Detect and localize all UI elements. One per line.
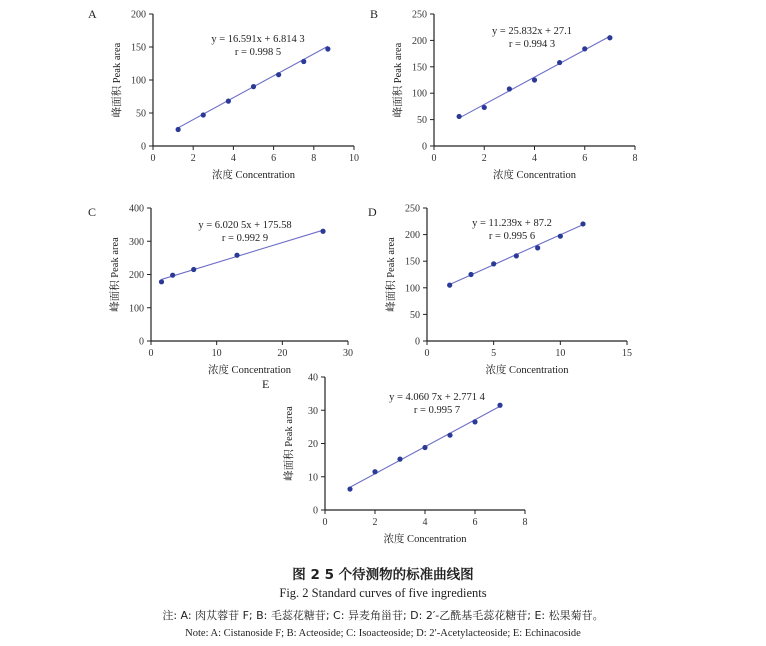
x-tick-label: 6 xyxy=(271,153,277,164)
x-tick-label: 6 xyxy=(582,153,588,164)
data-point xyxy=(397,457,402,462)
y-tick-label: 300 xyxy=(129,236,144,248)
x-tick-label: 8 xyxy=(632,153,638,164)
x-tick-label: 6 xyxy=(472,517,478,528)
data-point xyxy=(422,445,427,450)
data-point xyxy=(320,229,325,234)
y-axis-label: 峰面积 Peak area xyxy=(386,237,397,312)
y-tick-label: 40 xyxy=(308,372,318,384)
y-tick-label: 50 xyxy=(136,108,146,120)
chart-panel-a xyxy=(88,7,359,181)
correlation-coefficient: r = 0.992 9 xyxy=(221,233,269,244)
y-tick-label: 200 xyxy=(129,270,144,281)
regression-equation: y = 4.060 7x + 2.771 4 xyxy=(389,392,485,403)
y-tick-label: 100 xyxy=(129,303,144,315)
data-point xyxy=(276,72,281,77)
y-axis-label: 峰面积 Peak area xyxy=(284,406,295,481)
y-tick-label: 100 xyxy=(405,283,420,295)
y-tick-label: 100 xyxy=(412,88,427,100)
data-point xyxy=(607,35,612,40)
data-point xyxy=(176,127,181,132)
chart-panel-e xyxy=(262,373,528,546)
x-tick-label: 30 xyxy=(343,348,353,359)
data-point xyxy=(497,403,502,408)
data-point xyxy=(170,273,175,278)
x-tick-label: 0 xyxy=(322,517,328,528)
x-tick-label: 2 xyxy=(372,517,378,528)
data-point xyxy=(558,234,563,239)
x-tick-label: 10 xyxy=(349,153,359,164)
data-point xyxy=(447,433,452,438)
x-tick-label: 4 xyxy=(230,153,236,164)
y-tick-label: 30 xyxy=(308,405,318,417)
x-axis-label: 浓度 Concentration xyxy=(485,365,569,376)
x-axis-label: 浓度 Concentration xyxy=(207,365,292,376)
y-tick-label: 150 xyxy=(405,256,420,268)
panel-letter: B xyxy=(370,7,379,21)
regression-equation: y = 25.832x + 27.1 xyxy=(491,26,573,37)
figure-caption-en: Fig. 2 Standard curves of five ingredients xyxy=(279,586,487,600)
x-tick-label: 10 xyxy=(555,348,566,359)
x-tick-label: 8 xyxy=(311,153,317,164)
data-point xyxy=(347,486,352,491)
y-tick-label: 400 xyxy=(129,203,144,215)
x-tick-label: 10 xyxy=(211,348,222,359)
x-tick-label: 4 xyxy=(422,517,428,528)
data-point xyxy=(201,112,206,117)
data-point xyxy=(325,46,330,51)
regression-equation: y = 16.591x + 6.814 3 xyxy=(211,34,305,45)
data-point xyxy=(447,283,452,288)
x-tick-label: 8 xyxy=(522,517,528,528)
panel-letter: E xyxy=(262,377,270,391)
y-tick-label: 50 xyxy=(417,115,427,127)
y-tick-label: 0 xyxy=(415,336,420,348)
y-tick-label: 250 xyxy=(405,203,420,215)
figure-caption-cn: 图 2 5 个待测物的标准曲线图 xyxy=(292,567,474,583)
regression-equation: y = 11.239x + 87.2 xyxy=(472,218,552,229)
data-point xyxy=(472,419,477,424)
y-tick-label: 250 xyxy=(412,9,427,21)
data-point xyxy=(557,60,562,65)
x-tick-label: 5 xyxy=(491,348,497,359)
x-tick-label: 20 xyxy=(277,348,288,359)
chart-panel-d xyxy=(368,204,632,377)
figure-note-cn: 注: A: 肉苁蓉苷 F; B: 毛蕊花糖苷; C: 异麦角甾苷; D: 2′-乙酰基毛蕊花糖苷; E: 松果菊苷。 xyxy=(162,609,604,622)
y-tick-label: 200 xyxy=(131,9,146,21)
x-axis-label: 浓度 Concentration xyxy=(211,170,296,181)
data-point xyxy=(535,245,540,250)
x-tick-label: 2 xyxy=(190,153,196,164)
panel-letter: D xyxy=(368,205,377,219)
y-axis-label: 峰面积 Peak area xyxy=(112,42,123,118)
chart-panel-c xyxy=(88,204,353,377)
x-tick-label: 0 xyxy=(424,348,430,359)
data-point xyxy=(226,99,231,104)
data-point xyxy=(159,279,164,284)
x-tick-label: 4 xyxy=(532,153,537,164)
correlation-coefficient: r = 0.994 3 xyxy=(508,39,556,50)
y-tick-label: 10 xyxy=(308,472,318,484)
y-tick-label: 0 xyxy=(422,141,427,153)
data-point xyxy=(372,469,377,474)
y-tick-label: 200 xyxy=(405,230,420,242)
data-point xyxy=(457,114,462,119)
y-tick-label: 150 xyxy=(131,42,146,54)
chart-panel-b xyxy=(370,7,638,181)
data-point xyxy=(532,77,537,82)
y-axis-label: 峰面积 Peak area xyxy=(110,237,121,312)
data-point xyxy=(482,105,487,110)
data-point xyxy=(301,59,306,64)
x-tick-label: 15 xyxy=(622,348,632,359)
correlation-coefficient: r = 0.995 7 xyxy=(413,405,461,416)
data-point xyxy=(234,253,239,258)
panel-letter: C xyxy=(88,205,97,219)
data-point xyxy=(468,272,473,277)
correlation-coefficient: r = 0.995 6 xyxy=(488,231,536,242)
figure-note-en: Note: A: Cistanoside F; B: Acteoside; C: Isoacteoside; D: 2′-Acetylacteoside; E: Echinacoside xyxy=(185,628,581,639)
data-point xyxy=(507,86,512,91)
y-tick-label: 0 xyxy=(141,141,146,153)
data-point xyxy=(191,267,196,272)
x-tick-label: 0 xyxy=(431,153,437,164)
correlation-coefficient: r = 0.998 5 xyxy=(234,47,282,58)
x-axis-label: 浓度 Concentration xyxy=(492,170,577,181)
y-tick-label: 0 xyxy=(313,505,318,517)
data-point xyxy=(491,261,496,266)
y-axis-label: 峰面积 Peak area xyxy=(393,42,404,118)
y-tick-label: 20 xyxy=(308,439,318,450)
data-point xyxy=(514,253,519,258)
x-tick-label: 2 xyxy=(481,153,487,164)
y-tick-label: 200 xyxy=(412,35,427,47)
x-tick-label: 0 xyxy=(148,348,154,359)
data-point xyxy=(580,221,585,226)
regression-equation: y = 6.020 5x + 175.58 xyxy=(198,220,292,231)
y-tick-label: 150 xyxy=(412,62,427,74)
y-tick-label: 0 xyxy=(139,336,144,348)
panel-letter: A xyxy=(88,7,97,21)
data-point xyxy=(251,84,256,89)
y-tick-label: 50 xyxy=(410,309,420,321)
x-tick-label: 0 xyxy=(150,153,156,164)
x-axis-label: 浓度 Concentration xyxy=(383,534,467,545)
y-tick-label: 100 xyxy=(131,75,146,87)
data-point xyxy=(582,46,587,51)
